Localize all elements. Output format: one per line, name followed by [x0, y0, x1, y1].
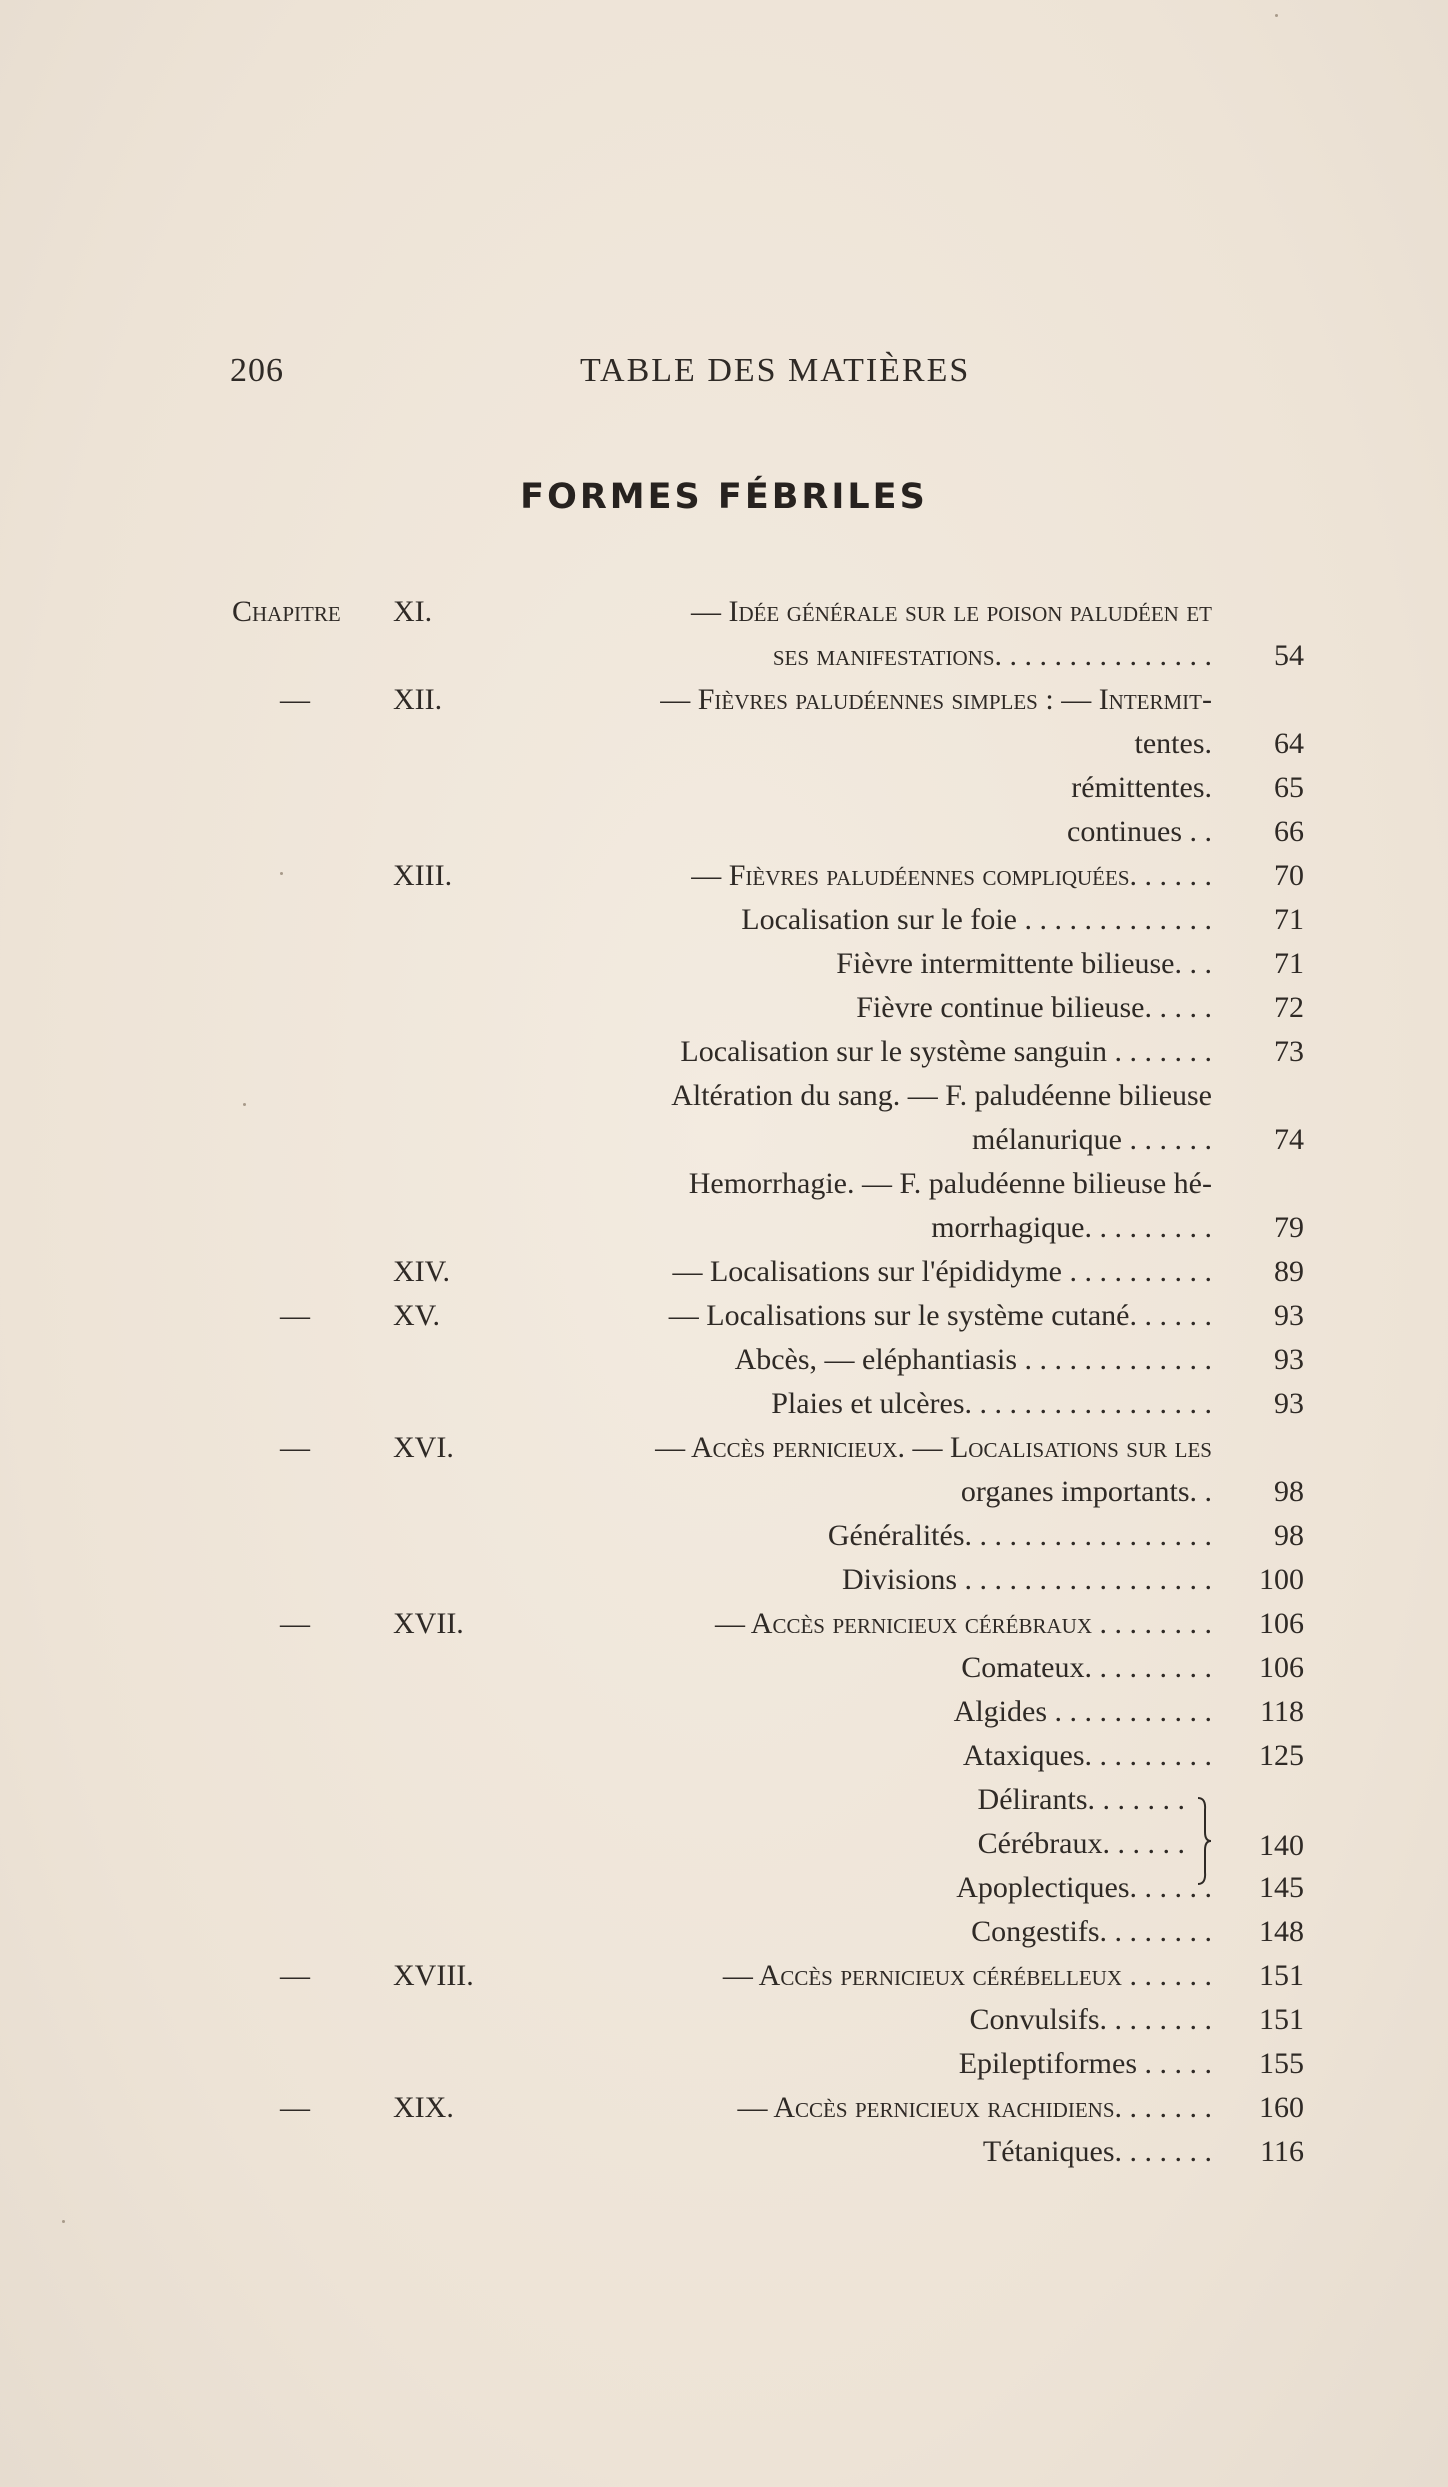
toc-line [0, 634, 1448, 678]
entry-title: Généralités. . . . . . . . . . . . . . . . . [827, 1519, 1212, 1552]
entry-title: Tétaniques. . . . . . . [982, 2135, 1212, 2168]
entry-title: Délirants. . . . . . . [977, 1783, 1185, 1816]
toc-line [0, 986, 1448, 1030]
toc-line [0, 678, 1448, 722]
entry-page-number: 148 [1259, 1915, 1304, 1948]
entry-page-number: 64 [1274, 727, 1304, 760]
entry-page-number: 73 [1274, 1035, 1304, 1068]
entry-title: Ataxiques. . . . . . . . . [962, 1739, 1212, 1772]
toc-line [0, 1030, 1448, 1074]
entry-page-number: 155 [1259, 2047, 1304, 2080]
entry-title: Abcès, — eléphantiasis . . . . . . . . . . . . . [734, 1343, 1212, 1376]
entry-title: Comateux. . . . . . . . . [961, 1651, 1212, 1684]
entry-title: organes importants. . [960, 1475, 1212, 1508]
entry-page-number: 71 [1274, 947, 1304, 980]
curly-brace-icon [1196, 1796, 1212, 1886]
entry-title: Localisation sur le foie . . . . . . . . . . . . . [741, 903, 1212, 936]
toc-line [0, 1866, 1448, 1910]
entry-page-number: 93 [1274, 1299, 1304, 1332]
paper-speck [243, 1103, 246, 1106]
paper-speck [1275, 14, 1278, 17]
toc-line [0, 1162, 1448, 1206]
toc-line [0, 2086, 1448, 2130]
ditto-dash: — [280, 1299, 310, 1332]
entry-page-number: 151 [1259, 2003, 1304, 2036]
entry-page-number: 100 [1259, 1563, 1304, 1596]
toc-line [0, 1118, 1448, 1162]
entry-title: Fièvre continue bilieuse. . . . . [856, 991, 1212, 1024]
running-title: TABLE DES MATIÈRES [580, 352, 971, 389]
toc-line [0, 898, 1448, 942]
entry-title: Epileptiformes . . . . . [958, 2047, 1212, 2080]
entry-page-number: 160 [1259, 2091, 1304, 2124]
entry-page-number: 145 [1259, 1871, 1304, 1904]
entry-title: — Localisations sur le système cutané. . . . . . [668, 1299, 1212, 1332]
toc-line [0, 722, 1448, 766]
entry-page-number: 72 [1274, 991, 1304, 1024]
entry-page-number: 66 [1274, 815, 1304, 848]
entry-page-number: 98 [1274, 1519, 1304, 1552]
entry-title: morrhagique. . . . . . . . . [931, 1211, 1212, 1244]
toc-line [0, 1602, 1448, 1646]
ditto-dash: — [280, 2091, 310, 2124]
chapter-number: XVII. [393, 1607, 464, 1640]
entry-title: Congestifs. . . . . . . . [971, 1915, 1212, 1948]
ditto-dash: — [280, 1431, 310, 1464]
entry-page-number: 118 [1260, 1695, 1304, 1728]
chapter-number: XVI. [393, 1431, 454, 1464]
chapter-number: XV. [393, 1299, 440, 1332]
section-title: FORMES FÉBRILES [520, 477, 928, 517]
entry-title: — Idée générale sur le poison paludéen et [690, 595, 1212, 628]
entry-page-number: 106 [1259, 1651, 1304, 1684]
toc-line [0, 766, 1448, 810]
entry-page-number: 54 [1274, 639, 1304, 672]
entry-title: — Fièvres paludéennes compliquées. . . . . . [691, 859, 1212, 892]
entry-title: rémittentes. [1071, 771, 1212, 804]
toc-line [0, 942, 1448, 986]
entry-title: tentes. [1134, 727, 1212, 760]
brace-page-number: 140 [1259, 1829, 1304, 1862]
page-number: 206 [230, 352, 284, 389]
toc-line [0, 1910, 1448, 1954]
entry-page-number: 89 [1274, 1255, 1304, 1288]
entry-page-number: 151 [1259, 1959, 1304, 1992]
toc-line [0, 1778, 1448, 1822]
toc-line [0, 854, 1448, 898]
entry-title: Altération du sang. — F. paludéenne bilieuse [671, 1079, 1212, 1112]
toc-line [0, 1690, 1448, 1734]
entry-title: continues . . [1067, 815, 1212, 848]
ditto-dash: — [280, 1607, 310, 1640]
entry-page-number: 116 [1260, 2135, 1304, 2168]
toc-line [0, 2130, 1448, 2174]
chapter-number: XVIII. [393, 1959, 474, 1992]
chapter-number: XIII. [393, 859, 453, 892]
toc-line [0, 1514, 1448, 1558]
entry-title: Hemorrhagie. — F. paludéenne bilieuse hé- [688, 1167, 1212, 1200]
toc-line [0, 590, 1448, 634]
chapter-number: XII. [393, 683, 443, 716]
toc-line [0, 1294, 1448, 1338]
entry-title: mélanurique . . . . . . [972, 1123, 1212, 1156]
ditto-dash: — [280, 683, 310, 716]
toc-line [0, 1734, 1448, 1778]
chapter-label: Chapitre [232, 595, 341, 628]
chapter-number: XIX. [393, 2091, 454, 2124]
toc-line [0, 1470, 1448, 1514]
entry-title: Divisions . . . . . . . . . . . . . . . . . [841, 1563, 1212, 1596]
entry-title: ses manifestations. . . . . . . . . . . . . . . [772, 639, 1212, 672]
toc-line [0, 1998, 1448, 2042]
entry-title: Localisation sur le système sanguin . . . . . . . [680, 1035, 1212, 1068]
entry-page-number: 125 [1259, 1739, 1304, 1772]
toc-line [0, 1074, 1448, 1118]
toc-line [0, 1646, 1448, 1690]
toc-line [0, 810, 1448, 854]
entry-title: Apoplectiques. . . . . . [956, 1871, 1212, 1904]
entry-title: Plaies et ulcères. . . . . . . . . . . . . . . . . [771, 1387, 1212, 1420]
toc-line [0, 1206, 1448, 1250]
toc-line [0, 1426, 1448, 1470]
paper-speck [62, 2220, 65, 2223]
toc-line [0, 2042, 1448, 2086]
toc-line [0, 1382, 1448, 1426]
toc-line [0, 1954, 1448, 1998]
entry-page-number: 70 [1274, 859, 1304, 892]
entry-page-number: 93 [1274, 1343, 1304, 1376]
entry-title: — Localisations sur l'épididyme . . . . . . . . . . [672, 1255, 1212, 1288]
entry-title: — Accès pernicieux rachidiens. . . . . . . [737, 2091, 1212, 2124]
entry-title: Algides . . . . . . . . . . . [953, 1695, 1212, 1728]
ditto-dash: — [280, 1959, 310, 1992]
entry-title: — Accès pernicieux cérébraux . . . . . . . . [714, 1607, 1212, 1640]
toc-line [0, 1822, 1448, 1866]
entry-title: Fièvre intermittente bilieuse. . . [836, 947, 1212, 980]
toc-line [0, 1250, 1448, 1294]
entry-page-number: 93 [1274, 1387, 1304, 1420]
entry-page-number: 74 [1274, 1123, 1304, 1156]
toc-line [0, 1558, 1448, 1602]
entry-page-number: 65 [1274, 771, 1304, 804]
entry-page-number: 98 [1274, 1475, 1304, 1508]
toc-line [0, 1338, 1448, 1382]
entry-title: Convulsifs. . . . . . . . [969, 2003, 1212, 2036]
chapter-number: XIV. [393, 1255, 450, 1288]
entry-title: Cérébraux. . . . . . [977, 1827, 1185, 1860]
entry-page-number: 71 [1274, 903, 1304, 936]
entry-title: — Fièvres paludéennes simples : — Intermit- [660, 683, 1212, 716]
entry-title: — Accès pernicieux. — Localisations sur les [655, 1431, 1212, 1464]
chapter-number: XI. [393, 595, 433, 628]
paper-speck [280, 872, 283, 875]
entry-page-number: 106 [1259, 1607, 1304, 1640]
entry-page-number: 79 [1274, 1211, 1304, 1244]
entry-title: — Accès pernicieux cérébelleux . . . . . . [722, 1959, 1212, 1992]
